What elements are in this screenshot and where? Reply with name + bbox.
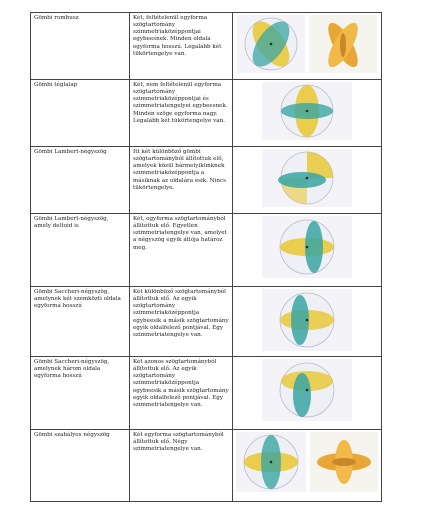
polygon-table [30, 12, 382, 502]
table-row [31, 147, 382, 214]
photo-cell [233, 430, 382, 502]
shape-description: Két azonos szögtartományból állítottuk elő. Az egyik szögtartomány szimmetriaközéppontja egybeesik a másik szögtartomány egyik oldalfelező pontjával. Egy szimmetriatengelye van. [130, 357, 233, 430]
table-row [31, 287, 382, 357]
sphere-photo [236, 432, 306, 492]
shape-name: Gömbi Lambert-négyszög, amely deltoid is [31, 214, 130, 287]
shape-description: Két különböző szögtartományból állítottuk elő. Az egyik szögtartomány szimmetriaközéppontja egybeesik a másik szögtartomány egyik oldalfelező pontjával. Egy szimmetriatengelye van. [130, 287, 233, 357]
photo-cell [233, 287, 382, 357]
photo-cell [233, 357, 382, 430]
sphere-photo [237, 15, 305, 73]
table-row [31, 430, 382, 502]
shape-description: Itt két különböző gömbi szögtartományból állítottuk elő, amelyek közül bármelyikünknek szimmetriaközéppontja a másiknak az oldalára esik. Nincs tükörtengelye. [130, 147, 233, 214]
shape-description: Két, nem feltételenül egyforma szögtartomány szimmetriaközéppontjai és szimmetriatengelyei egybeesnek. Minden szöge egyforma nagy. Legalább két tükörtengelye van. [130, 80, 233, 147]
shape-description: Két, feltételenül egyforma szögtartomány szimmetriaközéppontjai egybeesnek. Minden oldala egyforma hosszú. Legalább két tükörtengelye van. [130, 13, 233, 80]
table-row [31, 80, 382, 147]
paper-model-photo [310, 432, 378, 492]
shape-description: Két egyforma szögtartományból állítottuk elő. Négy szimmetriatengelye van. [130, 430, 233, 502]
paper-model-photo [309, 15, 377, 73]
shape-description: Két, egyforma szögtartományból állítottuk elő. Egyetlen szimmetriatengelye van, amelyet a négyszög egyik átlója határoz meg. [130, 214, 233, 287]
sphere-photo [262, 149, 352, 207]
photo-cell [233, 80, 382, 147]
sphere-photo [262, 359, 352, 421]
photo-cell [233, 147, 382, 214]
shape-name: Gömbi Saccheri-négyszög, amelynek két szemközti oldala egyforma hosszú [31, 287, 130, 357]
shape-name: Gömbi téglalap [31, 80, 130, 147]
photo-cell [233, 13, 382, 80]
table-row [31, 357, 382, 430]
shape-name: Gömbi szabályos négyszög [31, 430, 130, 502]
shape-name: Gömbi rombusz [31, 13, 130, 80]
shape-name: Gömbi Saccheri-négyszög, amelynek három oldala egyforma hosszú [31, 357, 130, 430]
sphere-photo [262, 82, 352, 140]
table-row [31, 13, 382, 80]
photo-cell [233, 214, 382, 287]
shape-name: Gömbi Lambert-négyszög [31, 147, 130, 214]
sphere-photo [262, 289, 352, 351]
table-row [31, 214, 382, 287]
sphere-photo [262, 216, 352, 278]
